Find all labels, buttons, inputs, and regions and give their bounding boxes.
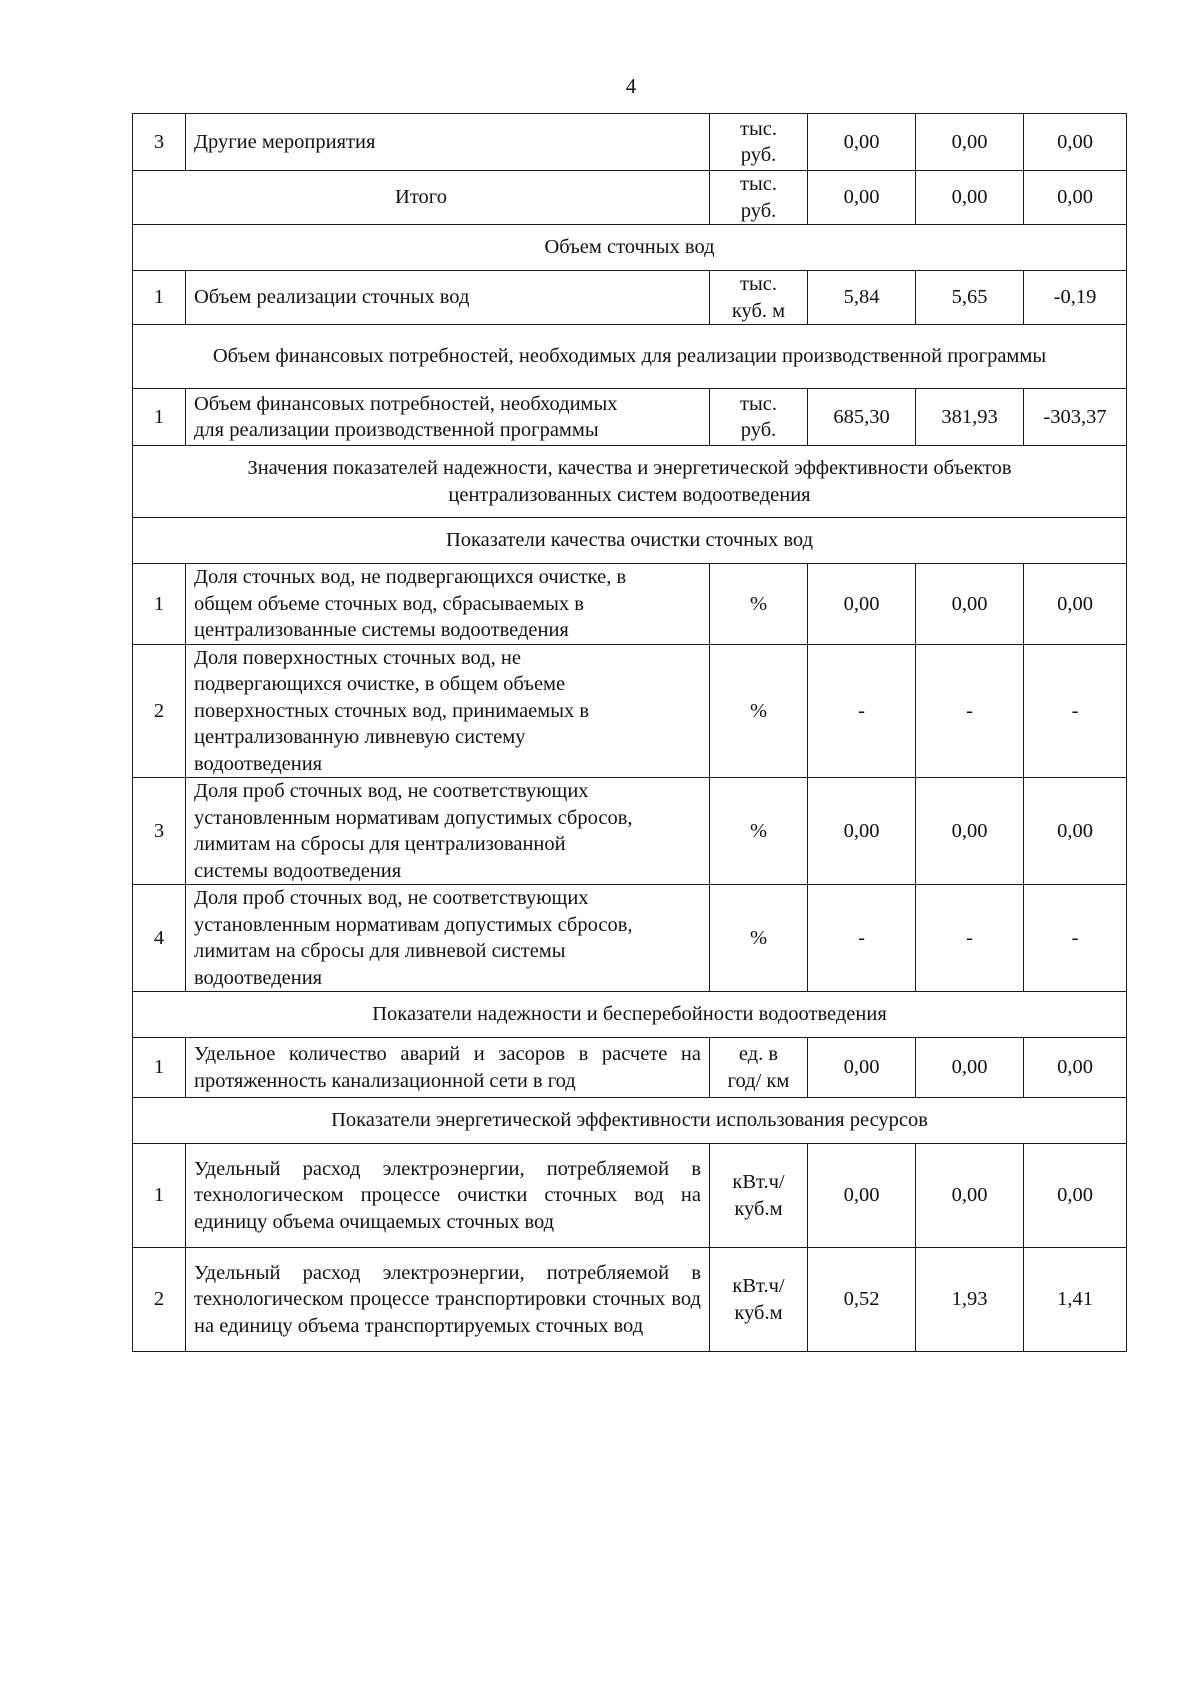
value-cell: 685,30 (808, 389, 916, 446)
section-title: Объем финансовых потребностей, необходимых для реализации производственной программы (133, 325, 1127, 389)
value-cell: 381,93 (916, 389, 1024, 446)
indicator-name: Объем реализации сточных вод (186, 271, 710, 325)
row-number: 3 (133, 778, 186, 885)
indicator-name: Удельный расход электроэнергии, потребляемой в технологическом процессе очистки сточных вод на единицу объема очищаемых сточных вод (186, 1144, 710, 1248)
unit-cell: тыс. руб. (710, 389, 808, 446)
indicator-name: Доля проб сточных вод, не соответствующих установленным нормативам допустимых сбросов, лимитам на сбросы для ливневой системы водоотведения (186, 885, 710, 992)
section-row (133, 1098, 1127, 1144)
value-cell: 1,41 (1024, 1248, 1127, 1352)
value-cell: - (1024, 885, 1127, 992)
page-number: 4 (625, 74, 637, 98)
value-cell: 0,00 (808, 171, 916, 225)
table-row (133, 389, 1127, 446)
section-title: Показатели энергетической эффективности использования ресурсов (133, 1098, 1127, 1144)
value-cell: 0,00 (916, 1038, 1024, 1098)
value-cell: 0,52 (808, 1248, 916, 1352)
section-title: Показатели качества очистки сточных вод (133, 518, 1127, 564)
unit-cell: % (710, 885, 808, 992)
value-cell: 0,00 (808, 1144, 916, 1248)
unit-cell: % (710, 564, 808, 645)
indicators-table (132, 113, 1127, 1352)
value-cell: - (916, 644, 1024, 778)
unit-cell: тыс. руб. (710, 171, 808, 225)
section-row (133, 992, 1127, 1038)
table-row (133, 885, 1127, 992)
total-row (133, 171, 1127, 225)
indicator-name: Удельное количество аварий и засоров в расчете на протяженность канализационной сети в год (186, 1038, 710, 1098)
unit-cell: ед. в год/ км (710, 1038, 808, 1098)
value-cell: -303,37 (1024, 389, 1127, 446)
table-row (133, 1144, 1127, 1248)
value-cell: 0,00 (808, 114, 916, 171)
unit-cell: тыс. куб. м (710, 271, 808, 325)
section-title: Объем сточных вод (133, 225, 1127, 271)
value-cell: 0,00 (1024, 1144, 1127, 1248)
value-cell: 0,00 (916, 564, 1024, 645)
value-cell: 0,00 (916, 1144, 1024, 1248)
row-number: 4 (133, 885, 186, 992)
unit-cell: кВт.ч/ куб.м (710, 1248, 808, 1352)
section-title: Значения показателей надежности, качества и энергетической эффективности объектов централизованных систем водоотведения (133, 446, 1127, 518)
section-row (133, 225, 1127, 271)
value-cell: 0,00 (1024, 114, 1127, 171)
table-row (133, 644, 1127, 778)
row-number: 1 (133, 271, 186, 325)
value-cell: 5,84 (808, 271, 916, 325)
value-cell: - (808, 885, 916, 992)
value-cell: 1,93 (916, 1248, 1024, 1352)
row-number: 1 (133, 1038, 186, 1098)
value-cell: 0,00 (1024, 778, 1127, 885)
value-cell: 0,00 (916, 114, 1024, 171)
value-cell: 0,00 (1024, 1038, 1127, 1098)
section-row (133, 325, 1127, 389)
unit-cell: кВт.ч/ куб.м (710, 1144, 808, 1248)
value-cell: -0,19 (1024, 271, 1127, 325)
section-row (133, 518, 1127, 564)
indicator-name: Объем финансовых потребностей, необходимых для реализации производственной программы (186, 389, 710, 446)
table-row (133, 271, 1127, 325)
value-cell: - (916, 885, 1024, 992)
table-row (133, 564, 1127, 645)
section-title: Показатели надежности и бесперебойности водоотведения (133, 992, 1127, 1038)
table-row (133, 1248, 1127, 1352)
indicator-name: Удельный расход электроэнергии, потребляемой в технологическом процессе транспортировки сточных вод на единицу объема транспортируемых сточных вод (186, 1248, 710, 1352)
value-cell: 0,00 (808, 1038, 916, 1098)
value-cell: - (1024, 644, 1127, 778)
table-row (133, 1038, 1127, 1098)
section-row (133, 446, 1127, 518)
unit-cell: % (710, 778, 808, 885)
row-number: 1 (133, 1144, 186, 1248)
value-cell: 0,00 (916, 171, 1024, 225)
row-number: 2 (133, 1248, 186, 1352)
row-number: 3 (133, 114, 186, 171)
row-number: 1 (133, 564, 186, 645)
value-cell: 0,00 (1024, 564, 1127, 645)
value-cell: 0,00 (808, 564, 916, 645)
table-row (133, 114, 1127, 171)
unit-cell: % (710, 644, 808, 778)
value-cell: 0,00 (808, 778, 916, 885)
indicator-name: Доля сточных вод, не подвергающихся очистке, в общем объеме сточных вод, сбрасываемых в централизованные системы водоотведения (186, 564, 710, 645)
row-number: 1 (133, 389, 186, 446)
indicator-name: Доля поверхностных сточных вод, не подвергающихся очистке, в общем объеме поверхностных сточных вод, принимаемых в централизованную ливневую систему водоотведения (186, 644, 710, 778)
value-cell: - (808, 644, 916, 778)
value-cell: 0,00 (1024, 171, 1127, 225)
value-cell: 0,00 (916, 778, 1024, 885)
table-row (133, 778, 1127, 885)
indicator-name: Доля проб сточных вод, не соответствующих установленным нормативам допустимых сбросов, лимитам на сбросы для централизованной системы водоотведения (186, 778, 710, 885)
total-label: Итого (133, 171, 710, 225)
unit-cell: тыс. руб. (710, 114, 808, 171)
indicator-name: Другие мероприятия (186, 114, 710, 171)
value-cell: 5,65 (916, 271, 1024, 325)
row-number: 2 (133, 644, 186, 778)
